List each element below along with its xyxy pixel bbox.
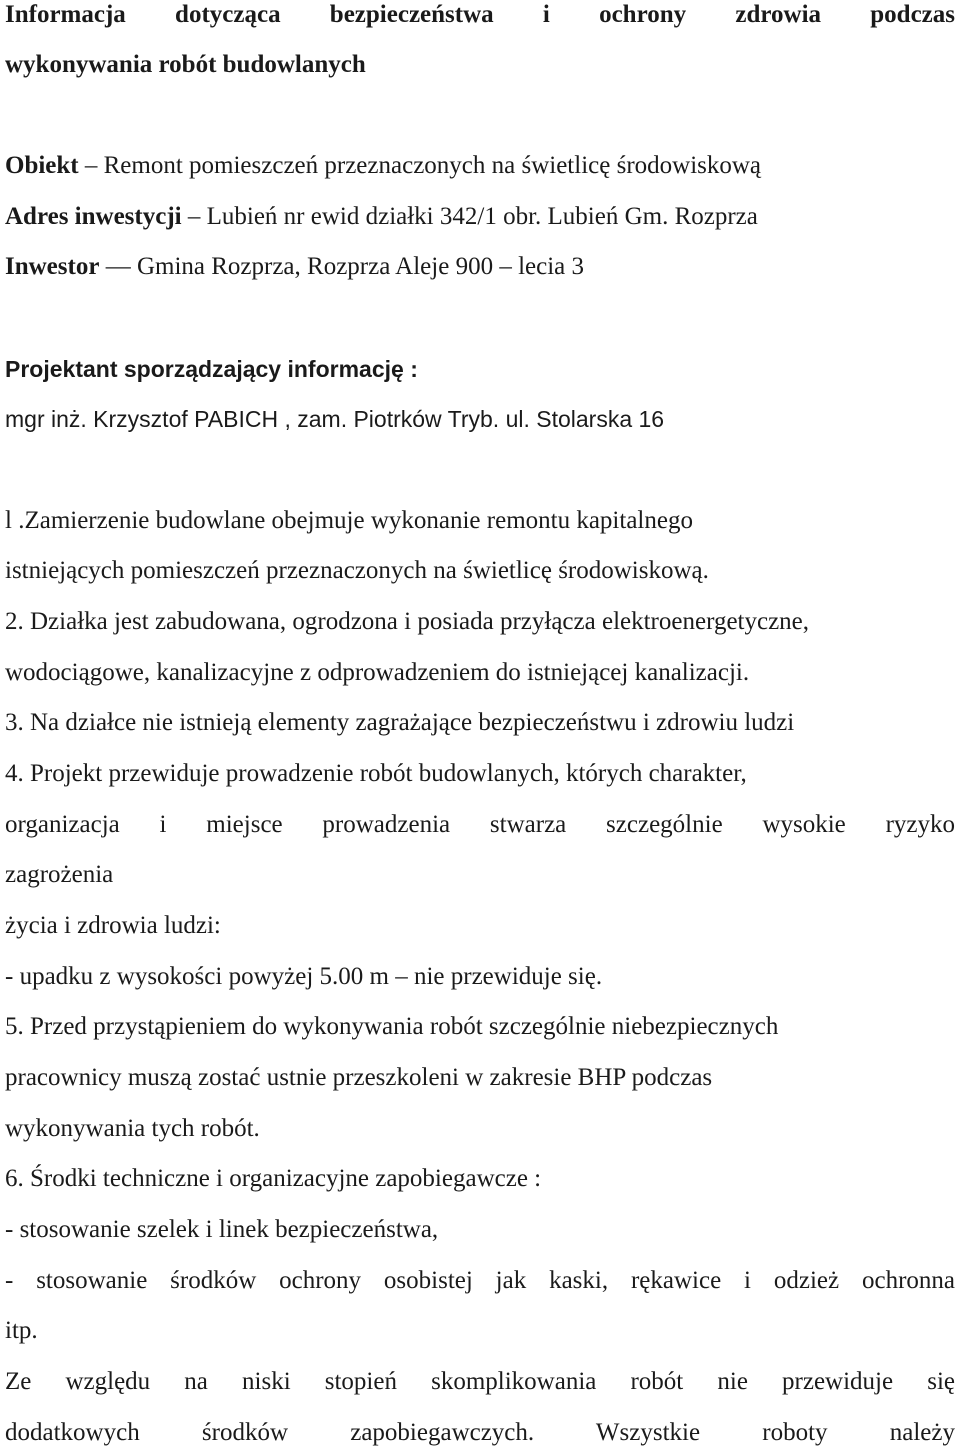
projektant-label: Projektant sporządzający informację : (5, 356, 418, 382)
body-line-2: istniejących pomieszczeń przeznaczonych na świetlicę środowiskową. (5, 557, 709, 584)
body-line-9: życia i zdrowia ludzi: (5, 912, 221, 939)
obiekt-label: Obiekt (5, 152, 79, 179)
body-line-13: wykonywania tych robót. (5, 1115, 260, 1142)
body-line-6: 4. Projekt przewiduje prowadzenie robót budowlanych, których charakter, (5, 760, 747, 787)
projektant-value: mgr inż. Krzysztof PABICH , zam. Piotrków Tryb. ul. Stolarska 16 (5, 406, 665, 432)
body-line-14: 6. Środki techniczne i organizacyjne zapobiegawcze : (5, 1165, 542, 1192)
body-line-12: pracownicy muszą zostać ustnie przeszkoleni w zakresie BHP podczas (5, 1064, 713, 1091)
body-line-7: organizacja i miejsce prowadzenia stwarza szczególnie wysokie ryzyko (5, 811, 955, 838)
body-line-4: wodociągowe, kanalizacyjne z odprowadzeniem do istniejącej kanalizacji. (5, 659, 750, 686)
inwestor-value: — Gmina Rozprza, Rozprza Aleje 900 – lecia 3 (99, 253, 584, 280)
adres-value: – Lubień nr ewid działki 342/1 obr. Lubień Gm. Rozprza (181, 203, 758, 230)
inwestor-line (5, 252, 955, 282)
document-title-line-2: wykonywania robót budowlanych (5, 51, 366, 78)
body-line-15: - stosowanie szelek i linek bezpieczeństwa, (5, 1216, 439, 1243)
body-line-8: zagrożenia (5, 861, 114, 888)
adres-label: Adres inwestycji (5, 203, 182, 230)
body-line-3: 2. Działka jest zabudowana, ogrodzona i posiada przyłącza elektroenergetyczne, (5, 608, 810, 635)
document-title-line-1: Informacja dotycząca bezpieczeństwa i ochrony zdrowia podczas (5, 1, 955, 28)
body-line-5: 3. Na działce nie istnieją elementy zagrażające bezpieczeństwu i zdrowiu ludzi (5, 709, 795, 736)
body-line-17: itp. (5, 1317, 38, 1344)
body-line-10: - upadku z wysokości powyżej 5.00 m – nie przewiduje się. (5, 963, 603, 990)
body-line-11: 5. Przed przystąpieniem do wykonywania robót szczególnie niebezpiecznych (5, 1013, 779, 1040)
obiekt-line (5, 151, 955, 181)
obiekt-value: – Remont pomieszczeń przeznaczonych na świetlicę środowiskową (78, 152, 762, 179)
inwestor-label: Inwestor (5, 253, 100, 280)
body-line-19: dodatkowych środków zapobiegawczych. Wszystkie roboty należy (5, 1419, 955, 1446)
body-line-16: - stosowanie środków ochrony osobistej jak kaski, rękawice i odzież ochronna (5, 1267, 955, 1294)
adres-line (5, 202, 955, 232)
body-line-1: l .Zamierzenie budowlane obejmuje wykonanie remontu kapitalnego (5, 507, 693, 534)
body-line-18: Ze względu na niski stopień skomplikowania robót nie przewiduje się (5, 1368, 955, 1395)
